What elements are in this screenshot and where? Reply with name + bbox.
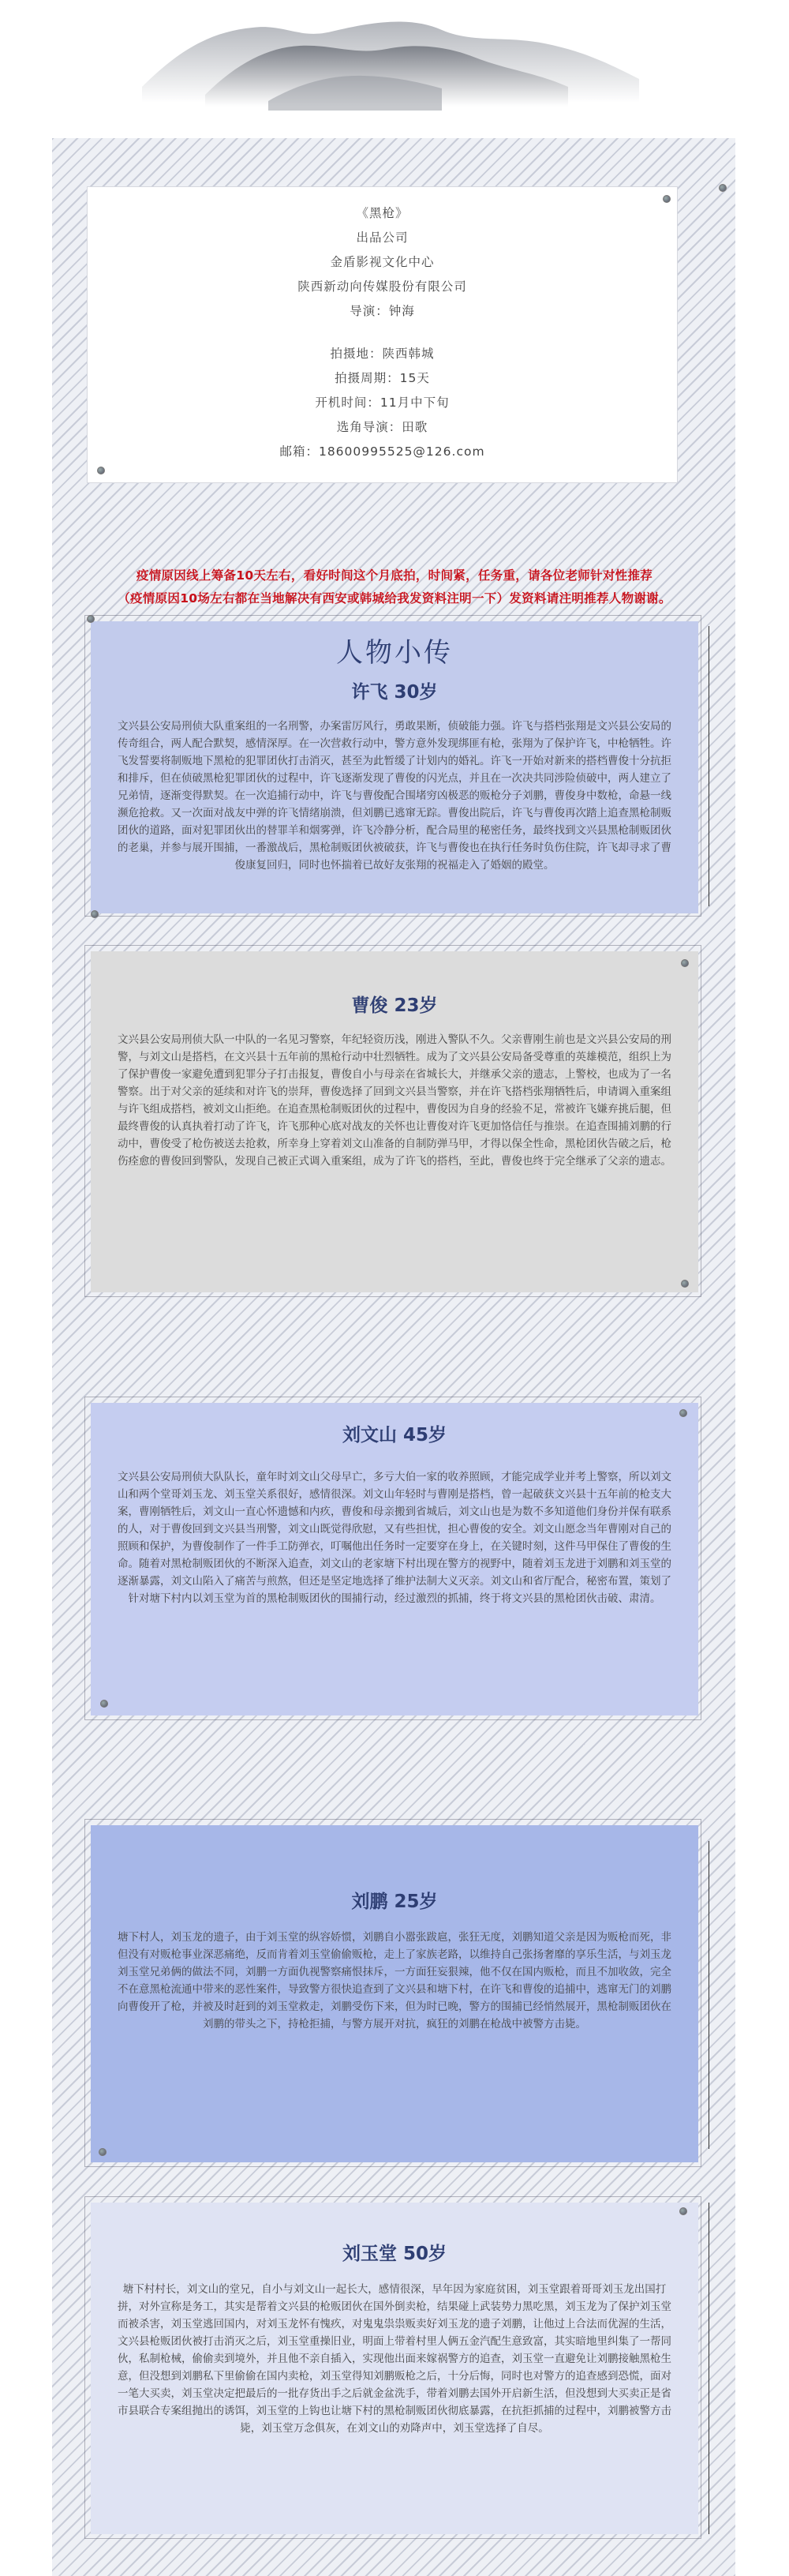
- pushpin-icon: [679, 1409, 687, 1417]
- director: 导演：钟海: [350, 304, 415, 318]
- start-time: 开机时间：11月中下旬: [315, 396, 450, 410]
- card-frame: [84, 2196, 701, 2539]
- pushpin-icon: [99, 2148, 107, 2156]
- character-name: 曹俊 23岁: [351, 996, 438, 1016]
- pushpin-icon: [681, 1280, 689, 1288]
- character-name: 刘玉堂 50岁: [342, 2244, 447, 2264]
- character-card-liuyutang: [91, 2203, 698, 2534]
- pushpin-icon: [87, 615, 95, 623]
- production-info-card: [88, 187, 677, 482]
- card-frame: [84, 1397, 701, 1720]
- character-name: 许飞 30岁: [351, 682, 438, 703]
- pushpin-icon: [97, 467, 105, 474]
- notice-line-1: 疫情原因线上筹备10天左右，看好时间这个月底拍，时间紧，任务重，请各位老师针对性推荐: [136, 568, 653, 583]
- character-bio: 文兴县公安局刑侦大队队长，童年时刘文山父母早亡，多亏大伯一家的收养照顾，才能完成学业并考上警察，所以刘文山和两个堂哥刘玉龙、刘玉堂关系很好，感情很深。刘文山年轻时与曹刚是搭档，曾一起破获文兴县十五年前的枪支大案，曹刚牺牲后，刘文山一直心怀遗憾和内疚，曹俊和母亲搬到省城后，刘文山也是为数不多知道他们身份并保有联系的人，对于曹俊回到文兴县当刑警，刘文山既觉得欣慰，又有些担忧，担心曹俊的安全。刘文山愿念当年曹刚对自己的照顾和保护，为曹俊制作了一件手工防弹衣，叮嘱他出任务时一定要穿在身上，在关键时刻，这件马甲保住了曹俊的生命。随着对黑枪制贩团伙的不断深入追查，刘文山的老家塘下村出现在警方的视野中，随着刘玉龙进于刘鹏和刘玉堂的逐渐暴露，刘文山陷入了痛苦与煎熬，但还是坚定地选择了维护法制大义灭亲。刘文山和省厅配合，秘密布置，策划了针对塘下村内以刘玉堂为首的黑枪制贩团伙的围捕行动，经过激烈的抓捕，终于将文兴县的黑枪团伙击破、肃清。: [118, 1471, 671, 1605]
- film-title: 《黑枪》: [356, 206, 409, 220]
- character-name: 刘文山 45岁: [342, 1425, 447, 1445]
- pushpin-icon: [91, 910, 99, 918]
- pushpin-icon: [719, 184, 727, 192]
- character-bio: 文兴县公安局刑侦大队重案组的一名刑警，办案雷厉风行，勇敢果断，侦破能力强。许飞与搭档张翔是文兴县公安局的传奇组合，两人配合默契，感情深厚。在一次营救行动中，警方意外发现绑匪有枪，张翔为了保护许飞，中枪牺牲。许飞发誓要将制贩地下黑枪的犯罪团伙打击消灭，甚至为此暂缓了计划内的婚礼。许飞一开始对新来的搭档曹俊十分抗拒和排斥，但在侦破黑枪犯罪团伙的过程中，许飞逐渐发现了曹俊的闪光点，并且在一次决共同涉险侦破中，两人建立了兄弟情，逐渐变得默契。在一次追捕行动中，许飞与曹俊配合围堵穷凶极恶的贩枪分子刘鹏，曹俊身中数枪，命悬一线濒危抢救。又一次面对战友中弹的许飞情绪崩溃，但刘鹏已逃窜无踪。曹俊出院后，许飞与曹俊再次踏上追查黑枪制贩团伙的道路，面对犯罪团伙出的替罪羊和烟雾弹，许飞冷静分析，配合局里的秘密任务，最终找到文兴县黑枪制贩团伙的老巢，并参与展开围捕，一番激战后，黑枪制贩团伙被破获，许飞与曹俊也在执行任务时负伤住院，许飞却寻求了曹俊康复回归，同时也怀揣着已故好友张翔的祝福走入了婚姻的殿堂。: [118, 720, 671, 872]
- character-bio: 文兴县公安局刑侦大队一中队的一名见习警察，年纪轻资历浅，刚进入警队不久。父亲曹刚生前也是文兴县公安局的刑警，与刘文山是搭档，在文兴县十五年前的黑枪行动中壮烈牺牲。成为了文兴县公安局备受尊重的英雄模范，组织上为了保护曹俊一家避免遭到犯罪分子打击报复，曹俊自小与母亲在省城长大，并继承父亲的遗志，上警校，也成为了一名警察。出于对父亲的延续和对许飞的崇拜，曹俊选择了回到文兴县当警察，并在许飞搭档张翔牺牲后，申请调入重案组与许飞组成搭档，被刘文山拒绝。在追查黑枪制贩团伙的过程中，曹俊因为自身的经验不足，常被许飞嫌弃挑后腿，但最终曹俊的认真执着打动了许飞，许飞那种心底对战友的关怀也让曹俊对许飞更加恪信任与推崇。在追查围捕刘鹏的行动中，曹俊受了枪伤被送去抢救，所幸身上穿着刘文山准备的自制防弹马甲，才得以保全性命，黑枪团伙告破之后，枪伤痊愈的曹俊回到警队，发现自己被正式调入重案组，成为了许飞的搭档，至此，曹俊也终于完全继承了父亲的遗志。: [118, 1033, 671, 1168]
- pushpin-icon: [663, 195, 671, 203]
- producer-label: 出品公司: [356, 231, 409, 245]
- spacer: [88, 324, 677, 342]
- section-title: 人物小传: [336, 637, 453, 669]
- character-card-xufei: [91, 621, 698, 913]
- character-bio: 塘下村村长，刘文山的堂兄，自小与刘文山一起长大，感情很深，早年因为家庭贫困，刘玉堂跟着哥哥刘玉龙出国打拼，对外宣称是务工，其实是帮着文兴县的枪贩团伙在国外倒卖枪，结果碰上武装势力黑吃黑，刘玉龙为了保护刘玉堂而被杀害，刘玉堂逃回国内，对刘玉龙怀有愧疚，对鬼鬼祟祟贩卖好刘玉龙的遗子刘鹏，让他过上合法而优渥的生活，文兴县枪贩团伙被打击消灭之后，刘玉堂重操旧业，明面上带着村里人俩五金汽配生意致富，其实暗地里纠集了一帮同伙，私制枪械，偷偷卖到境外，并且他不亲自插入，实现他出面来嫁祸警方的追查，刘玉堂一直避免让刘鹏接触黑枪生意，但没想到刘鹏私下里偷偷在国内卖枪，刘玉堂得知刘鹏贩枪之后，十分后悔，同时也对警方的追查感到恐慌，面对一笔大买卖，刘玉堂决定把最后的一批存货出手之后就金盆洗手，带着刘鹏去国外开启新生活，但没想到大买卖正是省市县联合专案组抛出的诱饵，刘玉堂的上钩也让塘下村的黑枪制贩团伙彻底暴露，在抗拒抓捕的过程中，刘鹏被警方击毙，刘玉堂万念俱灰，在刘文山的劝降声中，刘玉堂选择了自尽。: [118, 2283, 671, 2435]
- shooting-location: 拍摄地：陕西韩城: [330, 347, 435, 361]
- card-frame: [84, 945, 701, 1297]
- producer-company-2: 陕西新动向传媒股份有限公司: [297, 279, 467, 294]
- shooting-period: 拍摄周期：15天: [335, 371, 430, 385]
- character-bio: 塘下村人，刘玉龙的遗子，由于刘玉堂的纵容娇惯，刘鹏自小嚣张跋扈，张狂无度，刘鹏知道父亲是因为贩枪而死，非但没有对贩枪事业深恶痛绝，反而肯着刘玉堂偷偷贩枪，走上了家族老路，以维持自己张扬奢靡的享乐生活，与刘玉龙刘玉堂兄弟俩的做法不同，刘鹏一方面仇视警察痛恨抹斥，一方面狂妄狠辣，他不仅在国内贩枪，而且不加收敛，完全不在意黑枪流通中带来的恶性案件，导致警方很快追查到了文兴县和塘下村，在许飞和曹俊的追捕中，逃窜无门的刘鹏向曹俊开了枪，并被及时赶到的刘玉堂救走，刘鹏受伤下来，但为时已晚，警方的围捕已经悄然展开，黑枪制贩团伙在刘鹏的带头之下，持枪拒捕，与警方展开对抗，疯狂的刘鹏在枪战中被警方击毙。: [118, 1931, 671, 2030]
- notice-line-2: （疫情原因10场左右都在当地解决有西安或韩城给我发资料注明一下）发资料请注明推荐人物谢谢。: [118, 591, 671, 606]
- producer-company-1: 金盾影视文化中心: [330, 255, 435, 269]
- email[interactable]: 邮箱：18600995525@126.com: [279, 444, 485, 459]
- pushpin-icon: [679, 2207, 687, 2215]
- character-name: 刘鹏 25岁: [351, 1892, 438, 1912]
- ink-mountain-banner: [0, 0, 789, 118]
- character-card-liuwenshan: [91, 1403, 698, 1715]
- character-card-caojun: [91, 951, 698, 1292]
- card-frame: [84, 615, 701, 917]
- pushpin-icon: [100, 1700, 108, 1708]
- card-frame: [84, 1819, 701, 2167]
- casting-director: 选角导演：田歌: [336, 420, 428, 434]
- character-card-liupeng: [91, 1825, 698, 2162]
- notice-banner: [0, 564, 789, 610]
- pushpin-icon: [681, 959, 689, 967]
